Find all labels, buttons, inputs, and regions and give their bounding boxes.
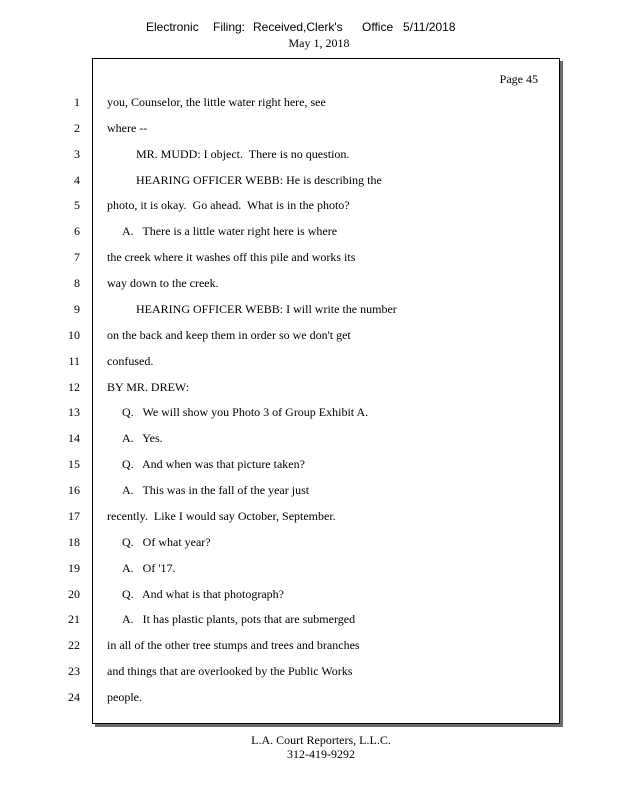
line-number: 5	[74, 198, 80, 213]
reporter-phone: 312-419-9292	[287, 747, 355, 761]
transcript-line	[0, 688, 618, 706]
line-number: 6	[74, 224, 80, 239]
page-number: Page 45	[499, 72, 538, 86]
line-number: 19	[68, 560, 80, 575]
line-number: 16	[68, 483, 80, 498]
line-text: photo, it is okay. Go ahead. What is in the photo?	[107, 198, 350, 213]
line-number: 3	[74, 146, 80, 161]
transcript-line	[0, 196, 618, 214]
line-number: 4	[74, 172, 80, 187]
line-text: HEARING OFFICER WEBB: He is describing the	[136, 172, 382, 187]
line-text: A. Yes.	[122, 431, 163, 446]
line-number: 20	[68, 586, 80, 601]
transcript-line	[0, 481, 618, 499]
line-number: 10	[68, 327, 80, 342]
transcript-line	[0, 352, 618, 370]
line-text: MR. MUDD: I object. There is no question.	[136, 146, 350, 161]
transcript-line	[0, 378, 618, 396]
line-text: Q. Of what year?	[122, 534, 211, 549]
line-number: 22	[68, 638, 80, 653]
reporter-company: L.A. Court Reporters, L.L.C.	[251, 733, 391, 747]
transcript-line	[0, 119, 618, 137]
transcript-line	[0, 222, 618, 240]
transcript-line	[0, 171, 618, 189]
line-text: Q. And when was that picture taken?	[122, 457, 305, 472]
hearing-date: May 1, 2018	[288, 36, 350, 50]
transcript-line	[0, 300, 618, 318]
filing-word: Filing:	[213, 20, 246, 34]
transcript-line	[0, 559, 618, 577]
line-text: HEARING OFFICER WEBB: I will write the number	[136, 301, 397, 316]
line-text: the creek where it washes off this pile and works its	[107, 250, 356, 265]
line-number: 15	[68, 457, 80, 472]
transcript-line	[0, 403, 618, 421]
line-number: 13	[68, 405, 80, 420]
line-number: 17	[68, 508, 80, 523]
line-text: on the back and keep them in order so we don't get	[107, 327, 351, 342]
line-text: confused.	[107, 353, 154, 368]
line-number: 1	[74, 95, 80, 109]
transcript-line	[0, 585, 618, 603]
transcript-line	[0, 429, 618, 447]
filing-word: Office	[362, 20, 394, 34]
transcript-line	[0, 93, 618, 111]
line-number: 24	[68, 690, 80, 704]
transcript-line	[0, 455, 618, 473]
transcript-line	[0, 507, 618, 525]
transcript-line	[0, 533, 618, 551]
line-text: where --	[107, 120, 148, 135]
transcript-line	[0, 274, 618, 292]
filing-word: 5/11/2018	[403, 20, 456, 34]
line-number: 2	[74, 120, 80, 135]
line-text: and things that are overlooked by the Public Works	[107, 664, 353, 679]
line-number: 8	[74, 276, 80, 291]
transcript-line	[0, 248, 618, 266]
line-number: 18	[68, 534, 80, 549]
line-number: 23	[68, 664, 80, 679]
line-number: 21	[68, 612, 80, 627]
line-number: 9	[74, 301, 80, 316]
line-number: 7	[74, 250, 80, 265]
filing-word: Electronic	[146, 20, 199, 34]
line-text: A. There is a little water right here is where	[122, 224, 338, 239]
filing-word: Received,Clerk's	[253, 20, 343, 34]
line-text: in all of the other tree stumps and trees and branches	[107, 638, 360, 653]
filing-stamp	[0, 20, 618, 36]
line-text: recently. Like I would say October, September.	[107, 508, 336, 523]
transcript-line	[0, 610, 618, 628]
line-text: way down to the creek.	[107, 276, 219, 291]
line-text: Q. And what is that photograph?	[122, 586, 284, 601]
transcript-line	[0, 145, 618, 163]
line-text: A. It has plastic plants, pots that are submerged	[122, 612, 356, 627]
line-text: A. Of '17.	[122, 560, 176, 575]
line-number: 11	[68, 353, 80, 368]
line-text: you, Counselor, the little water right here, see	[107, 95, 326, 109]
transcript-line	[0, 636, 618, 654]
line-text: BY MR. DREW:	[107, 379, 190, 394]
line-text: Q. We will show you Photo 3 of Group Exhibit A.	[122, 405, 369, 420]
transcript-line	[0, 662, 618, 680]
transcript-line	[0, 326, 618, 344]
line-number: 14	[68, 431, 80, 446]
line-text: A. This was in the fall of the year just	[122, 483, 310, 498]
line-text: people.	[107, 690, 142, 704]
line-number: 12	[68, 379, 80, 394]
